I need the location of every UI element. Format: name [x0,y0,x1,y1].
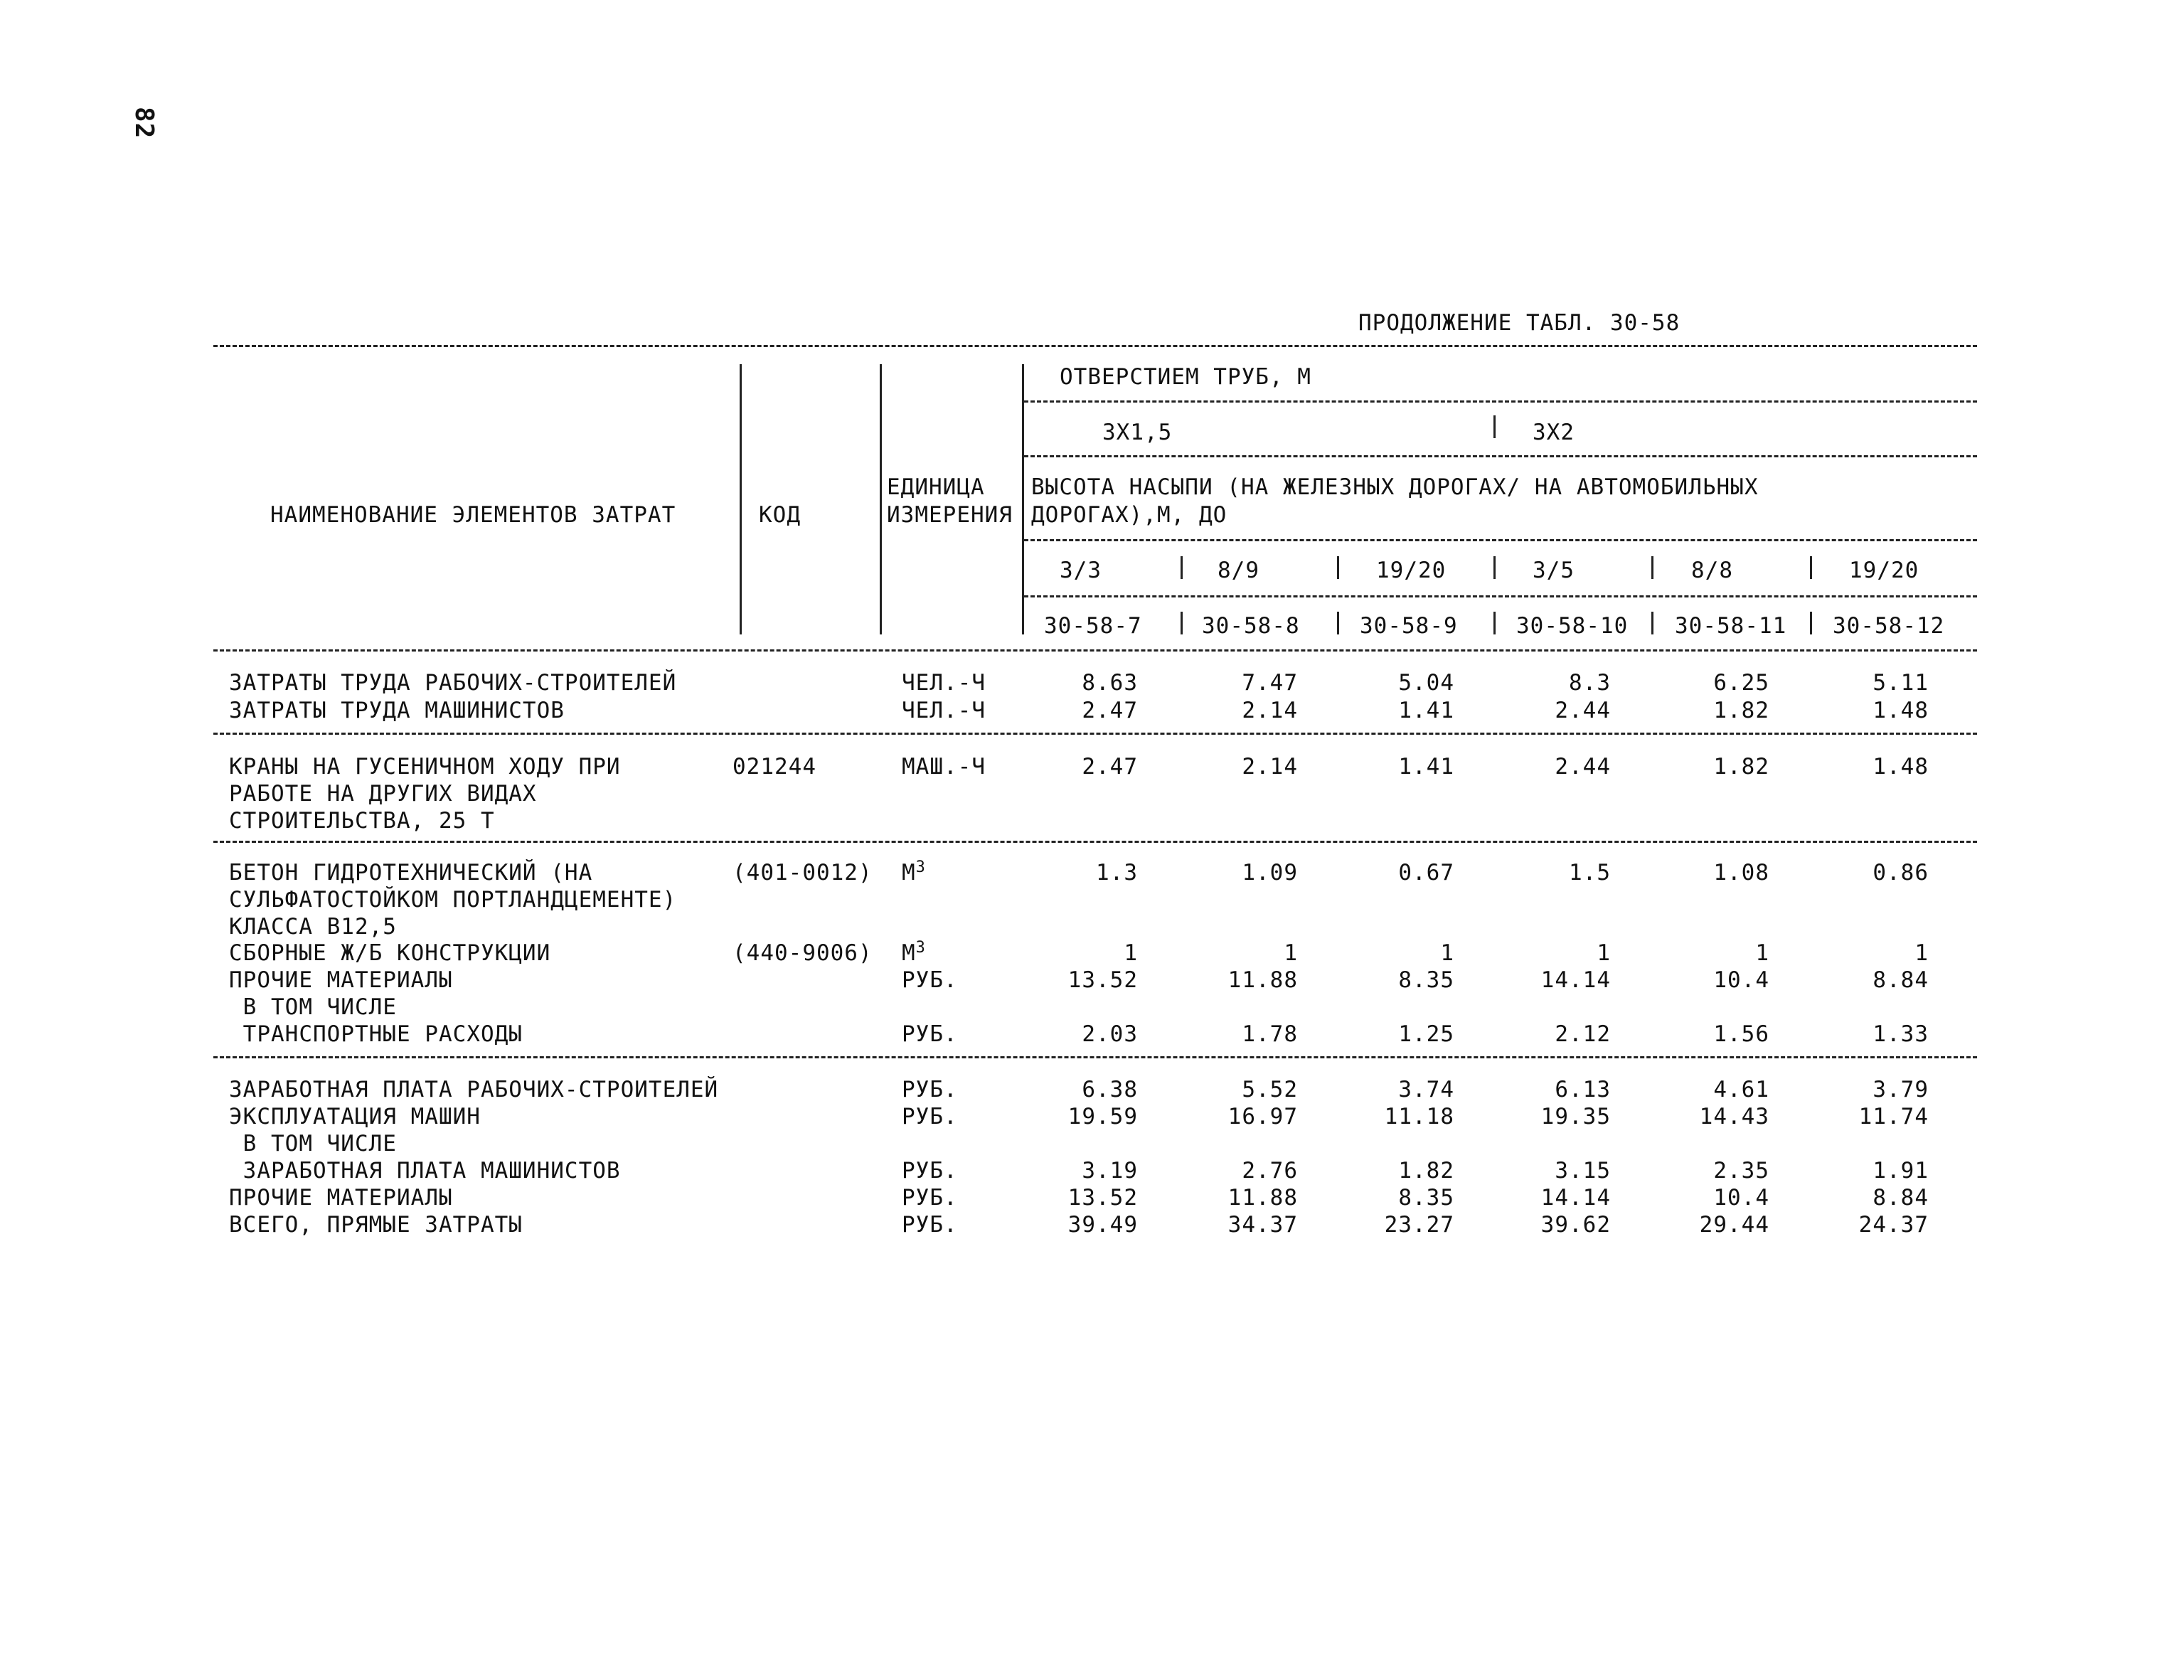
row-value: 1.08 [1713,860,1769,886]
rule-section-2 [213,841,1977,843]
row-value: 2.47 [1082,754,1138,780]
row-value: 3.74 [1398,1077,1454,1102]
row-name: СБОРНЫЕ Ж/Б КОНСТРУКЦИИ [229,940,551,966]
row-value: 11.74 [1858,1104,1929,1129]
row-value: 39.62 [1540,1212,1611,1238]
row-value: 1.3 [1096,860,1138,886]
row-name: ВСЕГО, ПРЯМЫЕ ЗАТРАТЫ [229,1212,523,1238]
code-1: 30-58-7 [1044,613,1142,639]
row-unit [902,670,986,696]
rule-header-bottom [213,649,1977,652]
row-value: 1 [1597,940,1611,966]
row-unit [902,754,986,780]
vbar-groups [1493,415,1496,438]
row-value: 24.37 [1858,1212,1929,1238]
row-value: 1.33 [1873,1021,1929,1047]
rule-header-1 [1024,400,1977,403]
row-value: 11.88 [1227,967,1298,993]
row-value: 8.84 [1873,1185,1929,1211]
vbar-name-code [740,364,742,634]
row-value: 14.43 [1699,1104,1769,1129]
row-value: 2.14 [1242,698,1298,723]
rule-header-3 [1024,539,1977,541]
row-unit [902,1158,958,1184]
row-unit-text: РУБ. [902,1158,958,1184]
header-embankment-1: ВЫСОТА НАСЫПИ (НА ЖЕЛЕЗНЫХ ДОРОГАХ/ НА АВТОМОБИЛЬНЫХ [1031,474,1759,500]
row-value: 1 [1284,940,1298,966]
row-unit [902,1212,958,1238]
row-value: 1.56 [1713,1021,1769,1047]
header-group-1: 3Х1,5 [1102,420,1173,445]
vbar-h5 [1810,556,1812,579]
header-group-2: 3Х2 [1533,420,1575,445]
row-unit [902,940,926,966]
row-value: 8.3 [1569,670,1611,696]
row-value: 3.79 [1873,1077,1929,1102]
row-unit [902,860,926,886]
row-value: 2.12 [1555,1021,1611,1047]
rule-section-1 [213,733,1977,735]
row-value: 2.03 [1082,1021,1138,1047]
row-unit [902,967,958,993]
header-unit-2: ИЗМЕРЕНИЯ [887,502,1013,528]
code-5: 30-58-11 [1675,613,1787,639]
row-value: 2.47 [1082,698,1138,723]
header-unit-1: ЕДИНИЦА [887,474,985,500]
row-value: 4.61 [1713,1077,1769,1102]
row-value: 11.18 [1384,1104,1454,1129]
height-1: 3/3 [1060,558,1102,583]
height-4: 3/5 [1533,558,1575,583]
vbar-c4 [1651,612,1653,634]
row-value: 1.5 [1569,860,1611,886]
row-code: 021244 [733,754,816,780]
vbar-h4 [1651,556,1653,579]
row-value: 5.04 [1398,670,1454,696]
row-unit-text: М [902,860,916,886]
header-name: НАИМЕНОВАНИЕ ЭЛЕМЕНТОВ ЗАТРАТ [270,502,676,528]
row-name: БЕТОН ГИДРОТЕХНИЧЕСКИЙ (НА [229,860,593,886]
row-value: 7.47 [1242,670,1298,696]
row-value: 1.82 [1713,698,1769,723]
row-value: 19.35 [1540,1104,1611,1129]
row-value: 0.67 [1398,860,1454,886]
row-value: 19.59 [1067,1104,1138,1129]
row-unit-text: РУБ. [902,1212,958,1238]
row-unit-text: ЧЕЛ.-Ч [902,670,986,696]
row-value: 1 [1914,940,1929,966]
row-value: 23.27 [1384,1212,1454,1238]
row-value: 8.35 [1398,967,1454,993]
row-value: 6.38 [1082,1077,1138,1102]
rule-section-3 [213,1056,1977,1058]
row-name-line-3: СТРОИТЕЛЬСТВА, 25 Т [229,808,495,834]
row-value: 10.4 [1713,967,1769,993]
height-3: 19/20 [1376,558,1447,583]
row-value: 1.41 [1398,754,1454,780]
row-value: 1.82 [1713,754,1769,780]
row-value: 29.44 [1699,1212,1769,1238]
row-unit [902,1021,958,1047]
vbar-h1 [1181,556,1183,579]
vbar-c2 [1337,612,1339,634]
row-unit-text: МАШ.-Ч [902,754,986,780]
vbar-code-unit [880,364,882,634]
header-pipe-opening: ОТВЕРСТИЕМ ТРУБ, М [1060,364,1311,390]
row-name: ЗАТРАТЫ ТРУДА РАБОЧИХ-СТРОИТЕЛЕЙ [229,670,677,696]
row-value: 1.09 [1242,860,1298,886]
row-unit [902,1104,958,1129]
row-value: 2.76 [1242,1158,1298,1184]
row-unit-text: РУБ. [902,1077,958,1102]
row-name: ПРОЧИЕ МАТЕРИАЛЫ [229,1185,453,1211]
code-2: 30-58-8 [1202,613,1300,639]
header-embankment-2: ДОРОГАХ),М, ДО [1031,502,1227,528]
row-value: 2.14 [1242,754,1298,780]
row-value: 16.97 [1227,1104,1298,1129]
row-value: 13.52 [1067,1185,1138,1211]
row-value: 39.49 [1067,1212,1138,1238]
vbar-c3 [1493,612,1496,634]
vbar-c5 [1810,612,1812,634]
row-name: ЭКСПЛУАТАЦИЯ МАШИН [229,1104,481,1129]
row-value: 8.84 [1873,967,1929,993]
row-name-line-2: РАБОТЕ НА ДРУГИХ ВИДАХ [229,781,537,807]
row-value: 5.52 [1242,1077,1298,1102]
row-value: 1.25 [1398,1021,1454,1047]
row-value: 1.78 [1242,1021,1298,1047]
row-value: 1 [1440,940,1454,966]
row-value: 2.44 [1555,698,1611,723]
row-value: 2.35 [1713,1158,1769,1184]
page-number: 82 [129,107,159,139]
row-value: 6.13 [1555,1077,1611,1102]
height-5: 8/8 [1691,558,1733,583]
rule-header-2 [1024,455,1977,457]
row-unit-text: РУБ. [902,1104,958,1129]
row-unit-superscript: 3 [915,939,926,957]
row-value: 10.4 [1713,1185,1769,1211]
row-value: 13.52 [1067,967,1138,993]
row-unit [902,698,986,723]
row-value: 34.37 [1227,1212,1298,1238]
row-value: 8.63 [1082,670,1138,696]
row-name: КРАНЫ НА ГУСЕНИЧНОМ ХОДУ ПРИ [229,754,621,780]
row-name-line-3: КЛАССА В12,5 [229,914,397,940]
row-value: 2.44 [1555,754,1611,780]
row-code: (401-0012) [733,860,873,886]
rule-top [213,345,1977,347]
row-value: 14.14 [1540,1185,1611,1211]
vbar-c1 [1181,612,1183,634]
row-unit-text: РУБ. [902,1185,958,1211]
row-unit-text: РУБ. [902,1021,958,1047]
code-4: 30-58-10 [1516,613,1629,639]
vbar-unit-values [1022,364,1024,634]
row-value: 1.82 [1398,1158,1454,1184]
header-code: КОД [759,502,801,528]
code-3: 30-58-9 [1360,613,1458,639]
row-name: ПРОЧИЕ МАТЕРИАЛЫ [229,967,453,993]
rule-header-4 [1024,595,1977,597]
row-value: 0.86 [1873,860,1929,886]
row-name: ЗАТРАТЫ ТРУДА МАШИНИСТОВ [229,698,565,723]
row-value: 1.41 [1398,698,1454,723]
row-value: 6.25 [1713,670,1769,696]
row-value: 1.91 [1873,1158,1929,1184]
vbar-h2 [1337,556,1339,579]
row-value: 14.14 [1540,967,1611,993]
row-unit-superscript: 3 [915,858,926,876]
row-unit-text: ЧЕЛ.-Ч [902,698,986,723]
row-name: В ТОМ ЧИСЛЕ [229,994,397,1020]
row-code: (440-9006) [733,940,873,966]
code-6: 30-58-12 [1833,613,1945,639]
row-value: 1 [1124,940,1138,966]
height-2: 8/9 [1218,558,1259,583]
row-unit-text: М [902,940,916,966]
row-value: 11.88 [1227,1185,1298,1211]
row-unit [902,1185,958,1211]
row-value: 1.48 [1873,698,1929,723]
row-value: 1.48 [1873,754,1929,780]
height-6: 19/20 [1849,558,1919,583]
row-name: ЗАРАБОТНАЯ ПЛАТА МАШИНИСТОВ [229,1158,621,1184]
continuation-title: ПРОДОЛЖЕНИЕ ТАБЛ. 30-58 [1358,310,1680,336]
row-value: 1 [1755,940,1769,966]
row-unit [902,1077,958,1102]
row-value: 3.15 [1555,1158,1611,1184]
vbar-h3 [1493,556,1496,579]
row-name-line-2: СУЛЬФАТОСТОЙКОМ ПОРТЛАНДЦЕМЕНТЕ) [229,887,677,913]
row-unit-text: РУБ. [902,967,958,993]
row-name: В ТОМ ЧИСЛЕ [229,1131,397,1157]
row-name: ЗАРАБОТНАЯ ПЛАТА РАБОЧИХ-СТРОИТЕЛЕЙ [229,1077,719,1102]
row-value: 5.11 [1873,670,1929,696]
row-value: 3.19 [1082,1158,1138,1184]
row-value: 8.35 [1398,1185,1454,1211]
row-name: ТРАНСПОРТНЫЕ РАСХОДЫ [229,1021,523,1047]
